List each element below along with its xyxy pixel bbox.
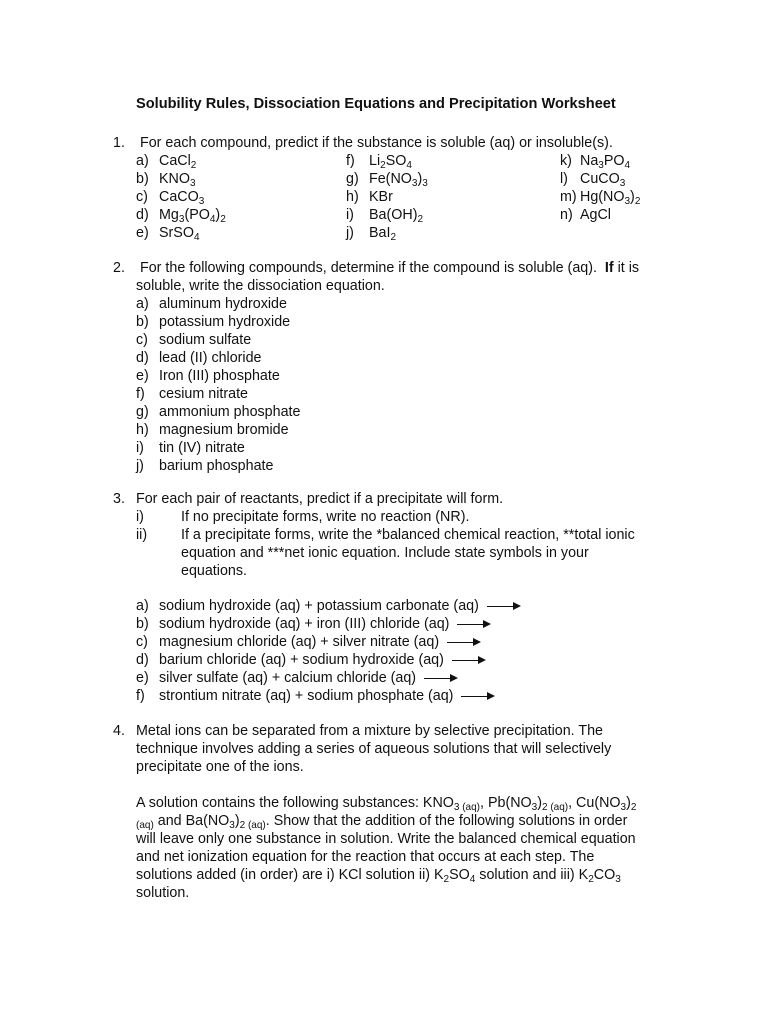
q1-item-letter: l) bbox=[560, 171, 568, 187]
q2-item-letter: a) bbox=[136, 296, 149, 312]
q3-sub-ii-label: ii) bbox=[136, 527, 148, 543]
q1-item-letter: d) bbox=[136, 207, 149, 223]
reaction-arrow-icon bbox=[461, 687, 495, 705]
q3-reaction-item bbox=[159, 651, 486, 669]
q2-item-text: cesium nitrate bbox=[159, 386, 248, 402]
q3-item-letter: f) bbox=[136, 688, 145, 704]
q1-item-formula: BaI$_2$ bbox=[369, 225, 397, 243]
q1-item-letter: i) bbox=[346, 207, 354, 223]
q1-item-formula: $KNO_3$ bbox=[159, 171, 196, 189]
q1-item-formula: CuCO$_3$ bbox=[580, 171, 626, 189]
q3-reaction-text: sodium hydroxide (aq) + potassium carbonate (aq) bbox=[159, 598, 479, 614]
q1-item-letter: j) bbox=[346, 225, 354, 241]
q3-reaction-text: silver sulfate (aq) + calcium chloride (aq) bbox=[159, 670, 417, 686]
q2-item-letter: e) bbox=[136, 368, 149, 384]
q4-para1-line: precipitate one of the ions. bbox=[136, 759, 304, 775]
q2-prompt-line1 bbox=[140, 259, 639, 277]
q2-item-text: tin (IV) nitrate bbox=[159, 440, 245, 456]
q4-para2-line: A solution contains the following substances: $KNO_{3 (aq)}$, $Pb(NO_3)_{2 (aq)}$, $Cu(NO_3)_2$ bbox=[136, 795, 637, 813]
q1-item-formula: CaCl$_2$ bbox=[159, 153, 197, 171]
q4-para2-line: and net ionization equation for the reaction that occurs at each step. The bbox=[136, 849, 595, 865]
q1-item-letter: h) bbox=[346, 189, 359, 205]
q4-para2-line: solutions added (in order) are i) KCl solution ii) $K_2SO_4$ solution and iii) $K_2CO_3$ bbox=[136, 867, 621, 885]
q2-item-letter: g) bbox=[136, 404, 149, 420]
q1-item-formula: SrSO$_4$ bbox=[159, 225, 200, 243]
q1-item-formula: KBr bbox=[369, 189, 393, 205]
q1-item-letter: b) bbox=[136, 171, 149, 187]
q1-item-letter: m) bbox=[560, 189, 577, 205]
q3-reaction-item bbox=[159, 669, 458, 687]
q1-item-letter: n) bbox=[560, 207, 573, 223]
q2-prompt-a: For the following compounds, determine if the compound is soluble (aq). bbox=[140, 260, 597, 276]
q1-item-letter: k) bbox=[560, 153, 572, 169]
q3-prompt: For each pair of reactants, predict if a precipitate will form. bbox=[136, 491, 504, 507]
q2-item-text: sodium sulfate bbox=[159, 332, 252, 348]
q3-item-letter: d) bbox=[136, 652, 149, 668]
q1-item-letter: c) bbox=[136, 189, 148, 205]
q3-reaction-item bbox=[159, 687, 495, 705]
q2-item-text: Iron (III) phosphate bbox=[159, 368, 280, 384]
reaction-arrow-icon bbox=[487, 597, 521, 615]
q1-item-letter: e) bbox=[136, 225, 149, 241]
q1-number: 1. bbox=[113, 135, 125, 151]
q4-para2-line: will leave only one substance in solution. Write the balanced chemical equation bbox=[136, 831, 636, 847]
q2-item-text: ammonium phosphate bbox=[159, 404, 301, 420]
reaction-arrow-icon bbox=[447, 633, 481, 651]
q4-para1-line: Metal ions can be separated from a mixture by selective precipitation. The bbox=[136, 723, 604, 739]
q3-reaction-text: strontium nitrate (aq) + sodium phosphate (aq) bbox=[159, 688, 454, 704]
q4-para1-line: technique involves adding a series of aqueous solutions that will selectively bbox=[136, 741, 612, 757]
q3-reaction-item bbox=[159, 633, 481, 651]
q3-reaction-item bbox=[159, 615, 491, 633]
reaction-arrow-icon bbox=[457, 615, 491, 633]
q3-sub-ii-line: equation and ***net ionic equation. Include state symbols in your bbox=[181, 545, 589, 561]
q1-item-formula: $Na_3PO_4$ bbox=[580, 153, 631, 171]
q2-item-letter: b) bbox=[136, 314, 149, 330]
q1-item-formula: $Fe(NO_3)_3$ bbox=[369, 171, 428, 189]
q2-item-letter: h) bbox=[136, 422, 149, 438]
q3-item-letter: b) bbox=[136, 616, 149, 632]
q2-item-text: barium phosphate bbox=[159, 458, 274, 474]
q2-item-letter: f) bbox=[136, 386, 145, 402]
reaction-arrow-icon bbox=[452, 651, 486, 669]
q2-number: 2. bbox=[113, 260, 125, 276]
q4-para2-line: $_{(aq)}$ and $Ba(NO_3)_{2 (aq)}$. Show that the addition of the following solutions in order bbox=[136, 813, 628, 831]
reaction-arrow-icon bbox=[424, 669, 458, 687]
q2-item-letter: c) bbox=[136, 332, 148, 348]
q3-reaction-text: barium chloride (aq) + sodium hydroxide (aq) bbox=[159, 652, 444, 668]
worksheet-title: Solubility Rules, Dissociation Equations and Precipitation Worksheet bbox=[136, 96, 616, 112]
q2-item-letter: d) bbox=[136, 350, 149, 366]
q3-reaction-text: sodium hydroxide (aq) + iron (III) chloride (aq) bbox=[159, 616, 450, 632]
q4-number: 4. bbox=[113, 723, 125, 739]
q3-item-letter: e) bbox=[136, 670, 149, 686]
q2-item-text: aluminum hydroxide bbox=[159, 296, 287, 312]
q1-item-formula: $Mg_3(PO_4)_2$ bbox=[159, 207, 226, 225]
q1-prompt: For each compound, predict if the substance is soluble (aq) or insoluble(s). bbox=[140, 135, 613, 151]
q3-item-letter: c) bbox=[136, 634, 148, 650]
q3-reaction-item bbox=[159, 597, 521, 615]
q1-item-formula: $Hg(NO_3)_2$ bbox=[580, 189, 641, 207]
q2-item-letter: j) bbox=[136, 458, 144, 474]
q2-prompt-bold: If bbox=[604, 260, 614, 276]
q2-item-text: lead (II) chloride bbox=[159, 350, 262, 366]
q3-sub-ii-line: equations. bbox=[181, 563, 247, 579]
q3-sub-i-label: i) bbox=[136, 509, 144, 525]
q2-item-letter: i) bbox=[136, 440, 144, 456]
q3-sub-ii-line: If a precipitate forms, write the *balanced chemical reaction, **total ionic bbox=[181, 527, 635, 543]
q1-item-formula: CaCO$_3$ bbox=[159, 189, 205, 207]
q1-item-letter: f) bbox=[346, 153, 355, 169]
q2-prompt-line2: soluble, write the dissociation equation. bbox=[136, 278, 385, 294]
q3-number: 3. bbox=[113, 491, 125, 507]
q2-prompt-b: it is bbox=[617, 260, 640, 276]
q1-item-letter: a) bbox=[136, 153, 149, 169]
q1-item-letter: g) bbox=[346, 171, 359, 187]
q3-sub-i-text: If no precipitate forms, write no reaction (NR). bbox=[181, 509, 470, 525]
q1-item-formula: AgCl bbox=[580, 207, 611, 223]
q1-item-formula: $Li_2SO_4$ bbox=[369, 153, 412, 171]
q2-item-text: potassium hydroxide bbox=[159, 314, 291, 330]
q2-item-text: magnesium bromide bbox=[159, 422, 289, 438]
q1-item-formula: $Ba(OH)_2$ bbox=[369, 207, 424, 225]
q3-item-letter: a) bbox=[136, 598, 149, 614]
q4-para2-line: solution. bbox=[136, 885, 190, 901]
q3-reaction-text: magnesium chloride (aq) + silver nitrate (aq) bbox=[159, 634, 440, 650]
